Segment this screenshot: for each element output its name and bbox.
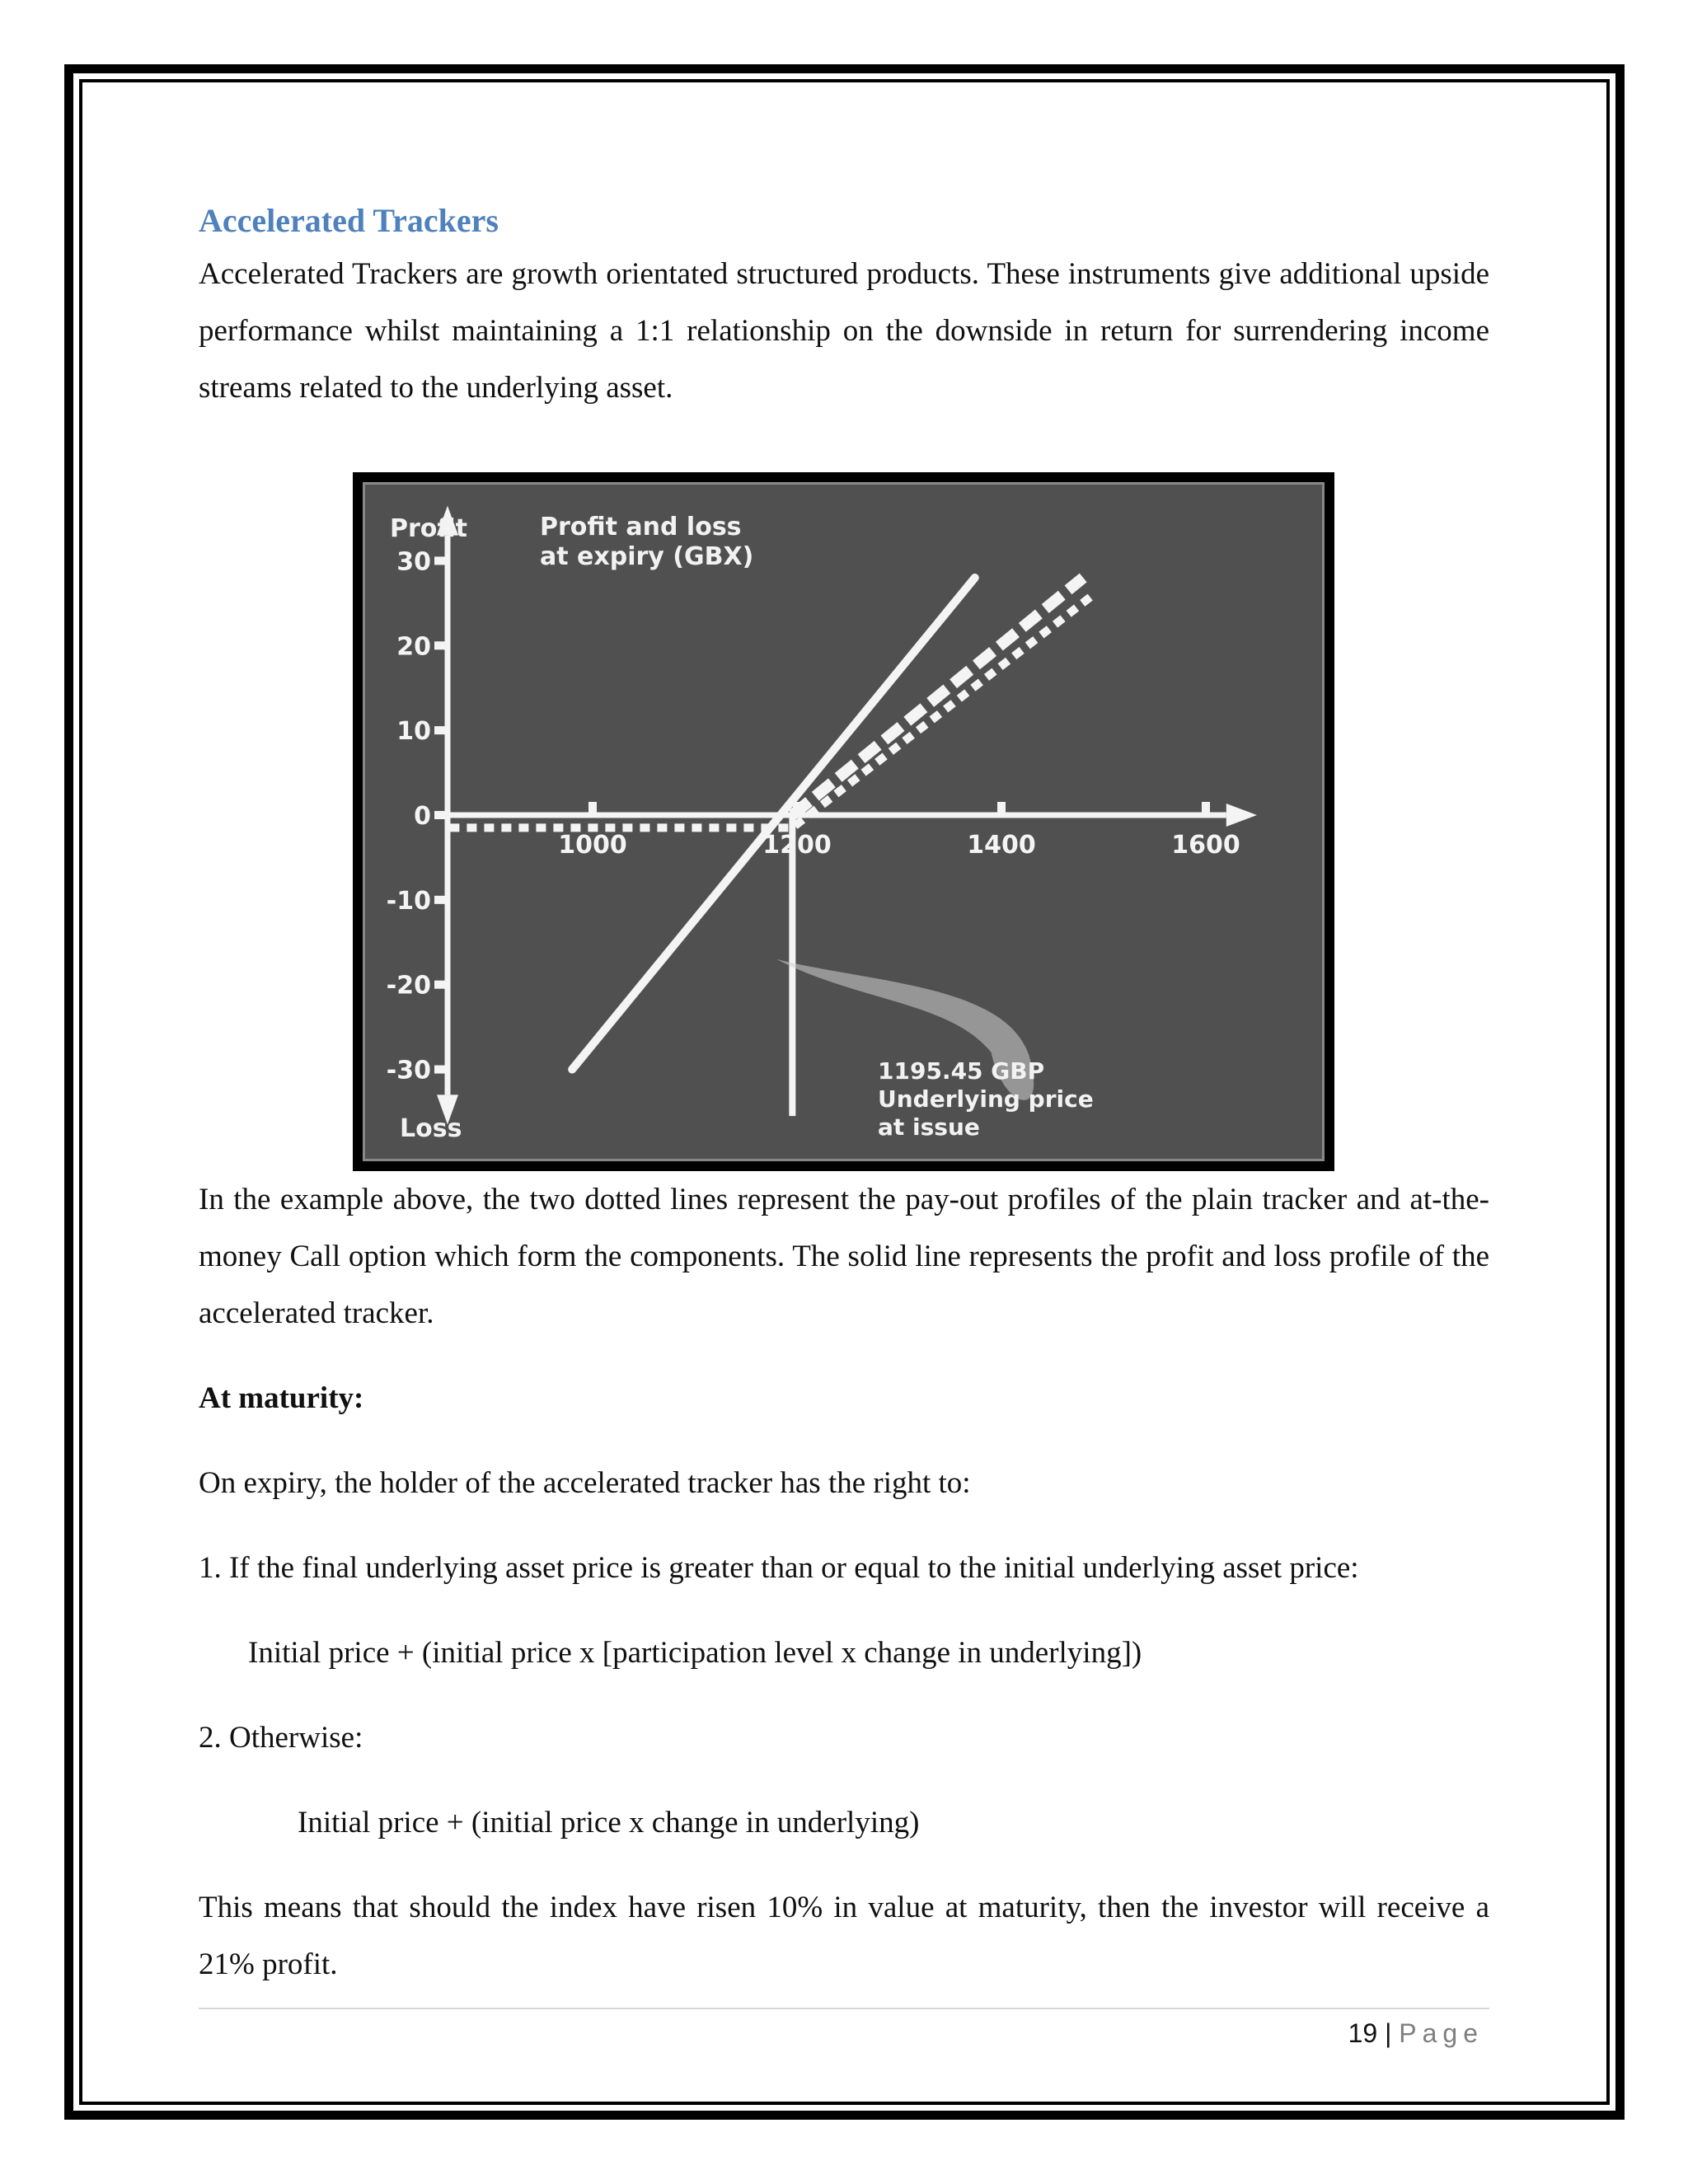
maturity-case-2: 2. Otherwise: (199, 1721, 363, 1755)
x-tick (588, 802, 597, 813)
y-tick (434, 556, 446, 565)
series-plain-tracker (792, 578, 1083, 815)
y-tick-label: 20 (396, 632, 431, 662)
formula-1: Initial price + (initial price x [participation level x change in underlying]) (248, 1636, 1142, 1670)
series-at-the-money-call (449, 595, 1093, 828)
y-tick (434, 726, 446, 734)
intro-paragraph: Accelerated Trackers are growth orientated structured products. These instruments give additional upside performance whilst maintaining a 1:1 relationship on the downside in return for surrendering income streams related to the underlying asset. (199, 257, 1489, 405)
conclusion-paragraph: This means that should the index have risen 10% in value at maturity, then the investor will receive a 21% profit. (199, 1891, 1489, 1981)
y-tick (434, 1066, 446, 1074)
y-tick (434, 896, 446, 904)
y-tick (434, 981, 446, 989)
x-tick (1202, 802, 1210, 813)
maturity-lead: On expiry, the holder of the accelerated tracker has the right to: (199, 1466, 971, 1500)
y-tick-label: -10 (386, 886, 431, 916)
pnl-chart (383, 502, 1306, 1145)
y-axis-label-profit: Profit (390, 514, 467, 543)
y-tick-label: 10 (396, 717, 431, 747)
chart-panel (363, 482, 1325, 1161)
section-title: Accelerated Trackers (199, 202, 499, 239)
x-tick (997, 802, 1006, 813)
y-axis-label-loss: Loss (400, 1114, 462, 1143)
maturity-case-1: 1. If the final underlying asset price is greater than or equal to the initial underlying asset price: (199, 1551, 1359, 1585)
x-tick-label: 1600 (1171, 831, 1240, 860)
chart-title (540, 513, 753, 571)
y-tick-label: 30 (396, 547, 431, 577)
y-tick (434, 641, 446, 649)
maturity-heading: At maturity: (199, 1381, 364, 1415)
strike-annotation-line-1: 1195.45 GBP (878, 1057, 1045, 1085)
page-content (199, 196, 1489, 1993)
page-label: Page (1399, 2018, 1484, 2048)
strike-annotation (878, 1057, 1101, 1141)
chart-figure (353, 472, 1334, 1171)
chart-axes (387, 506, 1257, 1125)
strike-annotation-line-2: Underlying price (878, 1085, 1094, 1113)
y-tick-label: 0 (414, 802, 431, 831)
y-tick-label: -20 (386, 971, 431, 1001)
chart-title-line-2: at expiry (GBX) (540, 542, 754, 571)
x-tick-label: 1200 (762, 831, 832, 860)
x-tick-label: 1400 (967, 831, 1036, 860)
y-tick-label: -30 (386, 1056, 431, 1085)
chart-title-line-1: Profit and loss (540, 513, 742, 541)
page-number: 19 (1348, 2018, 1378, 2048)
strike-annotation-line-3: at issue (878, 1113, 980, 1141)
y-tick (434, 811, 446, 819)
x-tick-label: 1000 (558, 831, 627, 860)
explanation-paragraph: In the example above, the two dotted lines represent the pay-out profiles of the plain tracker and at-the-money Call option which form the components. The solid line represents the profit and loss profile of the accelerated tracker. (199, 1183, 1489, 1330)
footer-rule (199, 2008, 1489, 2009)
x-axis-arrow (1226, 804, 1257, 827)
page-footer (1261, 2013, 1484, 2054)
page-separator: | (1385, 2018, 1392, 2048)
formula-2: Initial price + (initial price x change in underlying) (298, 1806, 920, 1840)
